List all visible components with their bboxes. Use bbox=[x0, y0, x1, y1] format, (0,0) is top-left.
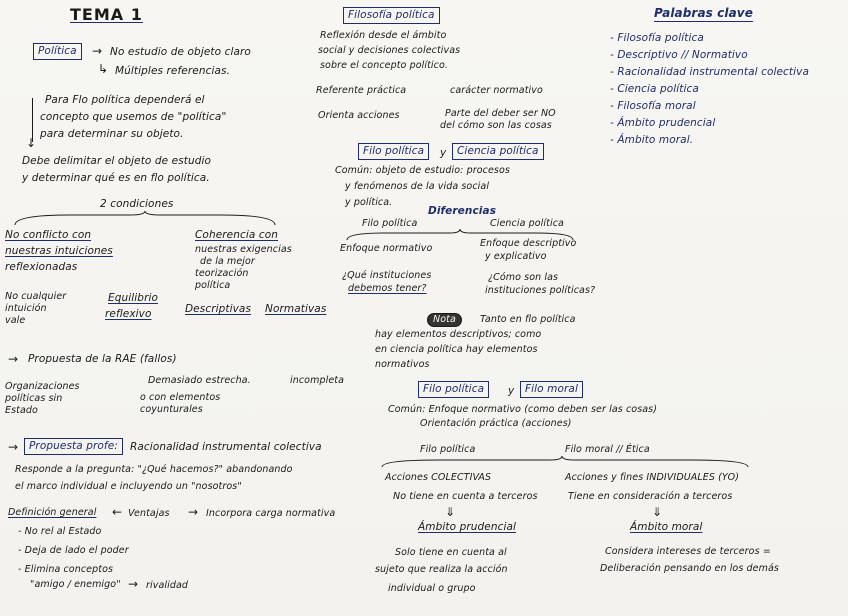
comun2-line-2: Orientación práctica (acciones) bbox=[420, 418, 572, 429]
rae-fault-1-line-3: Estado bbox=[5, 405, 38, 416]
politica-bullet-1: No estudio de objeto claro bbox=[110, 46, 251, 58]
nota-line-4: normativos bbox=[375, 359, 430, 370]
descriptivas-label: Descriptivas bbox=[185, 303, 252, 315]
rae-fault-1-line-2: políticas sin bbox=[5, 393, 63, 404]
keyword-item: - Descriptivo // Normativo bbox=[610, 49, 748, 61]
condition-2-line-5: política bbox=[195, 280, 231, 291]
diferencias-heading: Diferencias bbox=[428, 205, 497, 217]
tiene-terceros: Tiene en consideración a terceros bbox=[568, 491, 733, 502]
note-1-line-1: No cualquier bbox=[5, 291, 67, 302]
equilibrio-line-1: Equilibrio bbox=[108, 292, 159, 304]
question-2-line-1: ¿Cómo son las bbox=[488, 272, 559, 283]
fp-definition-line-1: Reflexión desde el ámbito bbox=[320, 30, 447, 41]
nota-line-2: hay elementos descriptivos; como bbox=[375, 329, 542, 340]
paragraph-1-line-2: concepto que usemos de "política" bbox=[40, 111, 227, 123]
question-1-line-1: ¿Qué instituciones bbox=[342, 270, 432, 281]
keyword-item: - Ciencia política bbox=[610, 83, 699, 95]
arrow-icon: → bbox=[128, 577, 139, 591]
col-filo-politica: Filo política bbox=[362, 218, 418, 229]
ambito-prudencial: Ámbito prudencial bbox=[418, 521, 517, 533]
double-arrow-down-icon: ⇓ bbox=[652, 505, 663, 519]
comun-line-2: y fenómenos de la vida social bbox=[345, 181, 490, 192]
filo-politica-box: Filosofía política bbox=[343, 7, 440, 24]
rae-fault-1-line-1: Organizaciones bbox=[5, 381, 80, 392]
note-1-line-3: vale bbox=[5, 315, 26, 326]
col2-filo-moral: Filo moral // Ética bbox=[565, 444, 650, 455]
rae-fault-3: incompleta bbox=[290, 375, 345, 386]
col2-filo-politica: Filo política bbox=[420, 444, 476, 455]
response-line-1: Responde a la pregunta: "¿Qué hacemos?" abandonando bbox=[15, 464, 293, 475]
rae-proposal: Propuesta de la RAE (fallos) bbox=[28, 353, 177, 365]
paragraph-1-line-3: para determinar su objeto. bbox=[40, 128, 184, 140]
condition-1-line-3: reflexionadas bbox=[5, 261, 78, 273]
rae-fault-2-line-3: coyunturales bbox=[140, 404, 203, 415]
politica-box: Política bbox=[33, 43, 82, 60]
comun-line-1: Común: objeto de estudio: procesos bbox=[335, 165, 510, 176]
ventajas-label: Ventajas bbox=[128, 508, 170, 519]
normativas-label: Normativas bbox=[265, 303, 327, 315]
keyword-item: - Ámbito moral. bbox=[610, 134, 694, 146]
fp-moral-box-right: Filo moral bbox=[520, 381, 583, 398]
rae-fault-2-line-2: o con elementos bbox=[140, 392, 221, 403]
y-connector-2: y bbox=[508, 385, 515, 397]
paragraph-2-line-2: y determinar qué es en flo política. bbox=[22, 172, 210, 184]
orienta-acciones: Orienta acciones bbox=[318, 110, 400, 121]
nota-line-3: en ciencia política hay elementos bbox=[375, 344, 538, 355]
condition-2-line-1: Coherencia con bbox=[195, 229, 279, 241]
propuesta-profe-text: Racionalidad instrumental colectiva bbox=[130, 441, 322, 453]
acciones-individuales: Acciones y fines INDIVIDUALES (YO) bbox=[565, 472, 740, 483]
parte-deber-line-2: del cómo son las cosas bbox=[440, 120, 552, 131]
brace-icon bbox=[10, 211, 280, 227]
keyword-item: - Filosofía moral bbox=[610, 100, 696, 112]
condition-1-line-1: No conflicto con bbox=[5, 229, 92, 241]
keywords-heading: Palabras clave bbox=[654, 6, 753, 20]
filo-politica-box-2: Filo política bbox=[358, 143, 429, 160]
condition-2-line-2: nuestras exigencias bbox=[195, 244, 292, 255]
parte-deber-line-1: Parte del deber ser NO bbox=[445, 108, 556, 119]
arrow-icon: → bbox=[92, 44, 103, 58]
solo-line-2: sujeto que realiza la acción bbox=[375, 564, 508, 575]
nota-tag: Nota bbox=[427, 313, 462, 327]
drawback-2: - Deja de lado el poder bbox=[18, 545, 129, 556]
arrow-icon: → bbox=[8, 352, 19, 366]
incorpora-label: Incorpora carga normativa bbox=[206, 508, 336, 519]
y-connector: y bbox=[440, 147, 447, 159]
nota-line-1: Tanto en flo política bbox=[480, 314, 576, 325]
considera-line-1: Considera intereses de terceros = bbox=[605, 546, 771, 557]
col-ciencia-politica: Ciencia política bbox=[490, 218, 564, 229]
comun2-line-1: Común: Enfoque normativo (como deben ser las cosas) bbox=[388, 404, 658, 415]
considera-line-2: Deliberación pensando en los demás bbox=[600, 563, 779, 574]
question-1-line-2: debemos tener? bbox=[348, 283, 427, 294]
caracter-normativo: carácter normativo bbox=[450, 85, 543, 96]
double-arrow-down-icon: ⇓ bbox=[445, 505, 456, 519]
fp-definition-line-2: social y decisiones colectivas bbox=[318, 45, 461, 56]
propuesta-profe-box: Propuesta profe: bbox=[24, 438, 123, 455]
response-line-2: el marco individual e incluyendo un "nosotros" bbox=[15, 481, 242, 492]
acciones-colectivas: Acciones COLECTIVAS bbox=[385, 472, 492, 483]
arrow-left-icon: ← bbox=[112, 505, 123, 519]
solo-line-3: individual o grupo bbox=[388, 583, 476, 594]
arrow-icon: ↳ bbox=[98, 62, 109, 76]
condition-2-line-3: de la mejor bbox=[200, 256, 255, 267]
fp-definition-line-3: sobre el concepto político. bbox=[320, 60, 449, 71]
keyword-item: - Ámbito prudencial bbox=[610, 117, 716, 129]
brace-icon bbox=[380, 456, 750, 468]
solo-line-1: Solo tiene en cuenta al bbox=[395, 547, 507, 558]
comun-line-3: y política. bbox=[345, 197, 393, 208]
drawback-4-rivalidad: rivalidad bbox=[146, 580, 189, 591]
condition-1-line-2: nuestras intuiciones bbox=[5, 245, 113, 257]
question-2-line-2: instituciones políticas? bbox=[485, 285, 596, 296]
ambito-moral: Ámbito moral bbox=[630, 521, 703, 533]
enfoque-descriptivo-line-1: Enfoque descriptivo bbox=[480, 238, 577, 249]
referente-practica: Referente práctica bbox=[316, 85, 407, 96]
enfoque-descriptivo-line-2: y explicativo bbox=[485, 251, 547, 262]
keyword-item: - Filosofía política bbox=[610, 32, 704, 44]
politica-bullet-2: Múltiples referencias. bbox=[115, 65, 231, 77]
keyword-item: - Racionalidad instrumental colectiva bbox=[610, 66, 810, 78]
ciencia-politica-box: Ciencia política bbox=[452, 143, 544, 160]
paragraph-1-line-1: Para Flo política dependerá el bbox=[45, 94, 205, 106]
arrow-icon: → bbox=[8, 440, 19, 454]
note-1-line-2: intuición bbox=[5, 303, 47, 314]
paragraph-2-line-1: Debe delimitar el objeto de estudio bbox=[22, 155, 212, 167]
arrow-icon: → bbox=[188, 505, 199, 519]
rae-fault-2-line-1: Demasiado estrecha. bbox=[148, 375, 251, 386]
condition-2-line-4: teorización bbox=[195, 268, 249, 279]
drawback-4: "amigo / enemigo" bbox=[30, 579, 121, 590]
enfoque-normativo: Enfoque normativo bbox=[340, 243, 433, 254]
definicion-general: Definición general bbox=[8, 507, 97, 518]
drawback-1: - No rel al Estado bbox=[18, 526, 102, 537]
two-conditions: 2 condiciones bbox=[100, 198, 174, 210]
no-tiene-terceros: No tiene en cuenta a terceros bbox=[393, 491, 538, 502]
arrow-down-icon: ↓ bbox=[26, 136, 37, 150]
page-title: TEMA 1 bbox=[70, 5, 143, 24]
equilibrio-line-2: reflexivo bbox=[105, 308, 152, 320]
drawback-3: - Elimina conceptos bbox=[18, 564, 114, 575]
fp-moral-box-left: Filo política bbox=[418, 381, 489, 398]
